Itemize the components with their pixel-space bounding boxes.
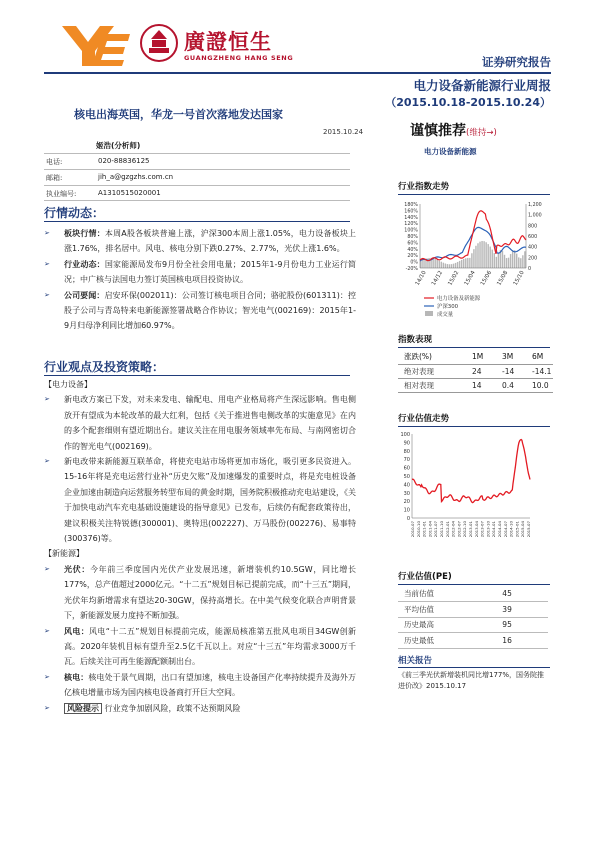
trend-volume-bar	[524, 251, 525, 268]
related-report-link[interactable]: 《前三季光伏新增装机同比增177%，国务院推进价改》2015.10.17	[398, 671, 545, 690]
trend-volume-bar	[471, 253, 472, 268]
bullet-arrow-icon: ➢	[44, 457, 50, 466]
trend-left-tick: 60%	[407, 241, 418, 247]
analyst-name: 姬浩(分析师)	[96, 141, 141, 150]
risk-note: ➢ 风险提示 行业竞争加剧风险，政策不达预期风险	[44, 701, 356, 716]
valuation-x-tick: 2011-07	[433, 521, 439, 538]
trend-volume-bar	[522, 255, 523, 268]
market-body	[44, 226, 356, 334]
bullet-arrow-icon: ➢	[44, 564, 50, 573]
trend-x-tick: 14/12	[430, 270, 445, 287]
trend-left-tick: -20%	[405, 267, 418, 272]
trend-volume-bar	[481, 241, 482, 268]
contact-divider	[44, 153, 350, 154]
contact-phone: 020-88836125	[98, 157, 150, 165]
trend-volume-bar	[504, 255, 505, 268]
trend-volume-bar	[467, 258, 468, 268]
trend-left-tick: 80%	[407, 235, 418, 240]
ye-logo-icon	[62, 24, 130, 68]
brand-name-en: GUANGZHENG HANG SENG	[184, 54, 294, 62]
trend-volume-bar	[492, 250, 493, 268]
trend-right-tick: 200	[528, 256, 538, 262]
rating-sub: (维持→)	[466, 128, 497, 138]
panel-rule	[398, 347, 550, 348]
trend-legend-label: 电力设备及新能源	[437, 296, 481, 302]
valuation-x-tick: 2011-10	[439, 521, 444, 538]
trend-volume-bar	[437, 260, 438, 268]
bullet-arrow-icon: ➢	[44, 229, 50, 237]
trend-legend-label: 成交量	[437, 312, 454, 318]
valuation-x-tick: 2013-04	[473, 521, 479, 538]
trend-x-tick: 15/02	[447, 270, 461, 287]
bullet-arrow-icon: ➢	[44, 626, 50, 635]
trend-volume-bar	[422, 260, 423, 268]
valuation-x-tick: 2011-01	[421, 521, 427, 538]
report-name: 电力设备新能源行业周报	[413, 78, 551, 93]
valuation-x-tick: 2010-07	[410, 521, 415, 538]
valuation-y-tick: 100	[400, 432, 410, 438]
valuation-table-title: 行业估值(PE)	[398, 572, 452, 582]
section-underline	[44, 375, 350, 376]
trend-volume-bar	[459, 261, 460, 268]
valuation-x-tick: 2014-01	[491, 521, 497, 538]
trend-right-tick: 0	[528, 267, 532, 272]
bullet-arrow-icon: ➢	[44, 290, 50, 299]
view-item: ➢ 核电：核电处于景气周期，出口有望加速，核电主设备国产化率持续提升及海外万亿核电增量市场为国内核电设备商打开巨大空间。	[44, 670, 356, 701]
view-item: ➢ 新电改方案已下发，对未来发电、输配电、用电产业格局将产生深远影响。售电侧放开有望成为本轮改革的最大红利，包括《关于推进售电侧改革的实施意见》在内的多个配套细则有望近期出台。建议关注在用电服务领域率先布局、与南网密切合作的智光电气(002169)。	[44, 392, 356, 454]
trend-volume-bar	[510, 254, 511, 268]
trend-right-tick: 1,200	[528, 203, 542, 208]
valuation-y-tick: 90	[403, 440, 410, 447]
trend-left-tick: 160%	[404, 209, 418, 215]
table-row: 相对表现 14 0.4 10.0	[398, 378, 553, 392]
trend-legend-label: 沪深300	[437, 304, 459, 310]
trend-volume-bar	[424, 259, 425, 268]
trend-x-tick: 15/04	[463, 270, 477, 287]
trend-volume-bar	[465, 258, 466, 268]
valuation-x-tick: 2013-10	[485, 521, 491, 538]
trend-x-tick: 15/06	[479, 270, 494, 287]
building-seal-icon	[140, 24, 178, 62]
valuation-x-tick: 2014-07	[502, 521, 508, 538]
views-section-title: 行业观点及投资策略：	[44, 360, 165, 374]
valuation-chart-title: 行业估值走势	[398, 414, 450, 424]
trend-left-tick: 0%	[410, 260, 418, 266]
valuation-x-tick: 2012-10	[462, 521, 468, 538]
valuation-x-tick: 2014-10	[508, 521, 514, 538]
valuation-series	[412, 440, 530, 503]
trend-volume-bar	[502, 251, 503, 268]
valuation-y-tick: 80	[403, 448, 410, 455]
valuation-x-tick: 2012-04	[450, 521, 456, 538]
header-divider	[44, 72, 551, 74]
subsection-label: 【电力设备】	[44, 380, 92, 389]
trend-volume-bar	[477, 243, 478, 268]
trend-volume-bar	[439, 261, 440, 268]
valuation-x-tick: 2011-04	[427, 521, 433, 538]
market-item: ➢ 板块行情：本周A股各板块普遍上涨，沪深300本周上涨1.05%，电力设备板块上涨1.76%，排名居中。风电、核电分别下跌0.27%、2.77%，光伏上涨1.6%。	[44, 226, 356, 257]
trend-volume-bar	[475, 246, 476, 268]
trend-volume-bar	[508, 258, 509, 268]
valuation-x-tick: 2014-04	[497, 521, 502, 538]
trend-volume-bar	[463, 259, 464, 268]
trend-volume-bar	[453, 264, 454, 268]
trend-volume-bar	[496, 257, 497, 268]
panel-rule	[398, 426, 550, 427]
performance-table	[398, 350, 553, 393]
trend-volume-bar	[469, 258, 470, 268]
trend-right-tick: 1,000	[528, 213, 542, 219]
rating	[410, 120, 497, 140]
valuation-y-axis	[400, 432, 530, 522]
trend-chart-title: 行业指数走势	[398, 182, 450, 192]
publish-date: 2015.10.24	[323, 128, 364, 136]
views-body	[44, 377, 356, 716]
contact-key: 邮箱:	[46, 174, 63, 182]
trend-volume-bar	[518, 257, 519, 268]
valuation-y-tick: 10	[403, 507, 410, 514]
trend-x-tick: 15/08	[496, 270, 510, 287]
rating-sector: 电力设备新能源	[424, 147, 477, 156]
trend-volume-bar	[441, 262, 442, 268]
contact-email: jih_a@gzgzhs.com.cn	[98, 173, 174, 181]
trend-left-tick: 180%	[404, 203, 418, 208]
valuation-y-tick: 50	[403, 474, 410, 480]
trend-volume-bar	[520, 258, 521, 268]
trend-right-tick: 800	[528, 224, 538, 230]
trend-right-tick: 400	[528, 245, 538, 251]
trend-volume-bar	[506, 258, 507, 268]
trend-legend-swatch	[425, 311, 433, 316]
trend-series-sector	[420, 211, 526, 261]
trend-volume-bar	[516, 254, 517, 268]
bullet-arrow-icon: ➢	[44, 672, 50, 681]
trend-chart	[398, 198, 550, 326]
view-item: ➢ 光伏：今年前三季度国内光伏产业发展迅速，新增装机约10.5GW，同比增长177%，总产值超过2000亿元。“十二五”规划目标已提前完成，而“十三五”期间，光伏年均新增需求有望达20-30GW，保持高增长。在中美气候变化联合声明背景下，新能源发展力度持不断加强。	[44, 562, 356, 624]
trend-right-tick: 600	[528, 235, 538, 240]
contact-key: 执业编号:	[46, 190, 77, 198]
section-underline	[44, 221, 350, 222]
trend-left-tick: 20%	[407, 254, 418, 260]
table-row: 涨跌(%) 1M 3M 6M	[398, 350, 553, 364]
valuation-y-tick: 70	[403, 457, 410, 464]
table-row: 历史最高 95	[398, 617, 548, 633]
report-type: 证券研究报告	[482, 55, 551, 69]
trend-volume-bar	[514, 250, 515, 268]
panel-rule	[398, 194, 550, 195]
subsection-label: 【新能源】	[44, 549, 84, 559]
contact-divider	[44, 185, 350, 186]
view-item: ➢ 新电改带来新能源互联革命，将使充电站市场将更加市场化，吸引更多民资进入。15-16年将是充电运营行业补“历史欠账”及加速爆发的重要时点，将是充电桩设备企业加速由制造向运营服务转型布局的黄金时期，国务院积极推动充电站建设，《关于加快电动汽车充电基础设施建设的指导意见》已发布，后续仍有配套政策待出，建议积极关注特锐德(300001)、奥特迅(002227)、万马股份(002276)、易事特(300376)等。	[44, 454, 356, 546]
bullet-arrow-icon: ➢	[44, 703, 50, 712]
contact-key: 电话:	[46, 158, 63, 166]
report-headline: 核电出海英国，华龙一号首次落地发达国家	[74, 108, 283, 121]
trend-volume-bar	[420, 261, 421, 268]
valuation-y-tick: 60	[403, 465, 410, 472]
contact-divider	[44, 169, 350, 170]
valuation-y-tick: 0	[406, 516, 410, 522]
trend-x-tick: 15/10	[512, 270, 526, 287]
view-item: ➢ 风电：风电“十二五”规划目标提前完成，能源局核准第五批风电项目34GW创新高。2020年装机目标有望升至2.5亿千瓦以上。对应“十三五”年均需求3000万千瓦。后续关注可再生能源配额制出台。	[44, 624, 356, 670]
trend-x-tick: 14/10	[414, 270, 428, 287]
valuation-x-tick: 2012-07	[456, 521, 462, 538]
trend-legend	[424, 294, 481, 318]
trend-volume-bar	[473, 249, 474, 268]
rating-label: 谨慎推荐	[410, 123, 466, 139]
bullet-arrow-icon: ➢	[44, 259, 50, 268]
market-item: ➢ 行业动态：国家能源局发布9月份全社会用电量；2015年1-9月份电力工业运行简况；中广核与法国电力签订英国核电项目投资协议。	[44, 257, 356, 288]
valuation-x-tick: 2015-01	[514, 521, 520, 538]
valuation-x-axis	[410, 520, 531, 537]
trend-volume-bars	[420, 241, 525, 268]
trend-volume-bar	[512, 251, 513, 268]
table-row: 历史最低 16	[398, 633, 548, 649]
trend-volume-bar	[434, 259, 435, 268]
trend-volume-bar	[498, 253, 499, 268]
trend-right-axis	[526, 202, 542, 272]
valuation-x-tick: 2015-04	[520, 521, 526, 538]
trend-volume-bar	[457, 262, 458, 268]
trend-volume-bar	[443, 263, 444, 268]
trend-left-tick: 120%	[404, 222, 418, 228]
table-row: 绝对表现 24 -14 -14.1	[398, 364, 553, 378]
valuation-x-tick: 2015-07	[526, 521, 531, 538]
table-row: 当前估值 45	[398, 586, 548, 602]
report-date-range: （2015.10.18-2015.10.24）	[385, 96, 551, 109]
trend-volume-bar	[447, 264, 448, 268]
trend-volume-bar	[461, 260, 462, 268]
valuation-x-tick: 2010-10	[415, 521, 421, 538]
market-section-title: 行情动态：	[44, 206, 105, 220]
valuation-y-tick: 30	[403, 490, 410, 497]
valuation-table	[398, 586, 548, 649]
trend-volume-bar	[428, 258, 429, 268]
trend-volume-bar	[490, 247, 491, 268]
contact-license: A1310515020001	[98, 189, 161, 197]
trend-volume-bar	[485, 242, 486, 268]
bullet-arrow-icon: ➢	[44, 395, 50, 404]
trend-volume-bar	[451, 264, 452, 268]
trend-volume-bar	[449, 264, 450, 268]
valuation-x-tick: 2013-07	[479, 521, 485, 538]
valuation-y-tick: 40	[403, 482, 410, 489]
trend-left-tick: 140%	[404, 215, 418, 221]
market-item: ➢ 公司要闻：启安环保(002011)：公司签订核电项目合同；骆驼股份(601311)：控股子公司与青岛特来电新能源签署战略合作协议；智光电气(002169)：2015年1-9月归母净利同比增加60.97%。	[44, 288, 356, 334]
table-row: 平均估值 39	[398, 602, 548, 618]
trend-left-tick: 40%	[407, 247, 418, 253]
trend-volume-bar	[455, 263, 456, 268]
valuation-x-tick: 2012-01	[444, 521, 450, 538]
brand-name-cn: 廣證恒生	[184, 29, 272, 54]
contact-divider	[44, 200, 350, 201]
trend-x-axis	[415, 270, 526, 287]
trend-volume-bar	[494, 253, 495, 268]
trend-volume-bar	[445, 263, 446, 268]
related-title: 相关报告	[398, 656, 433, 666]
panel-rule	[398, 667, 550, 668]
trend-volume-bar	[487, 244, 488, 268]
trend-volume-bar	[483, 241, 484, 268]
valuation-x-tick: 2013-01	[468, 521, 473, 538]
valuation-chart	[398, 430, 550, 556]
trend-left-tick: 100%	[404, 228, 418, 234]
performance-title: 指数表现	[398, 335, 433, 345]
valuation-y-tick: 20	[403, 499, 410, 506]
trend-volume-bar	[479, 242, 480, 268]
